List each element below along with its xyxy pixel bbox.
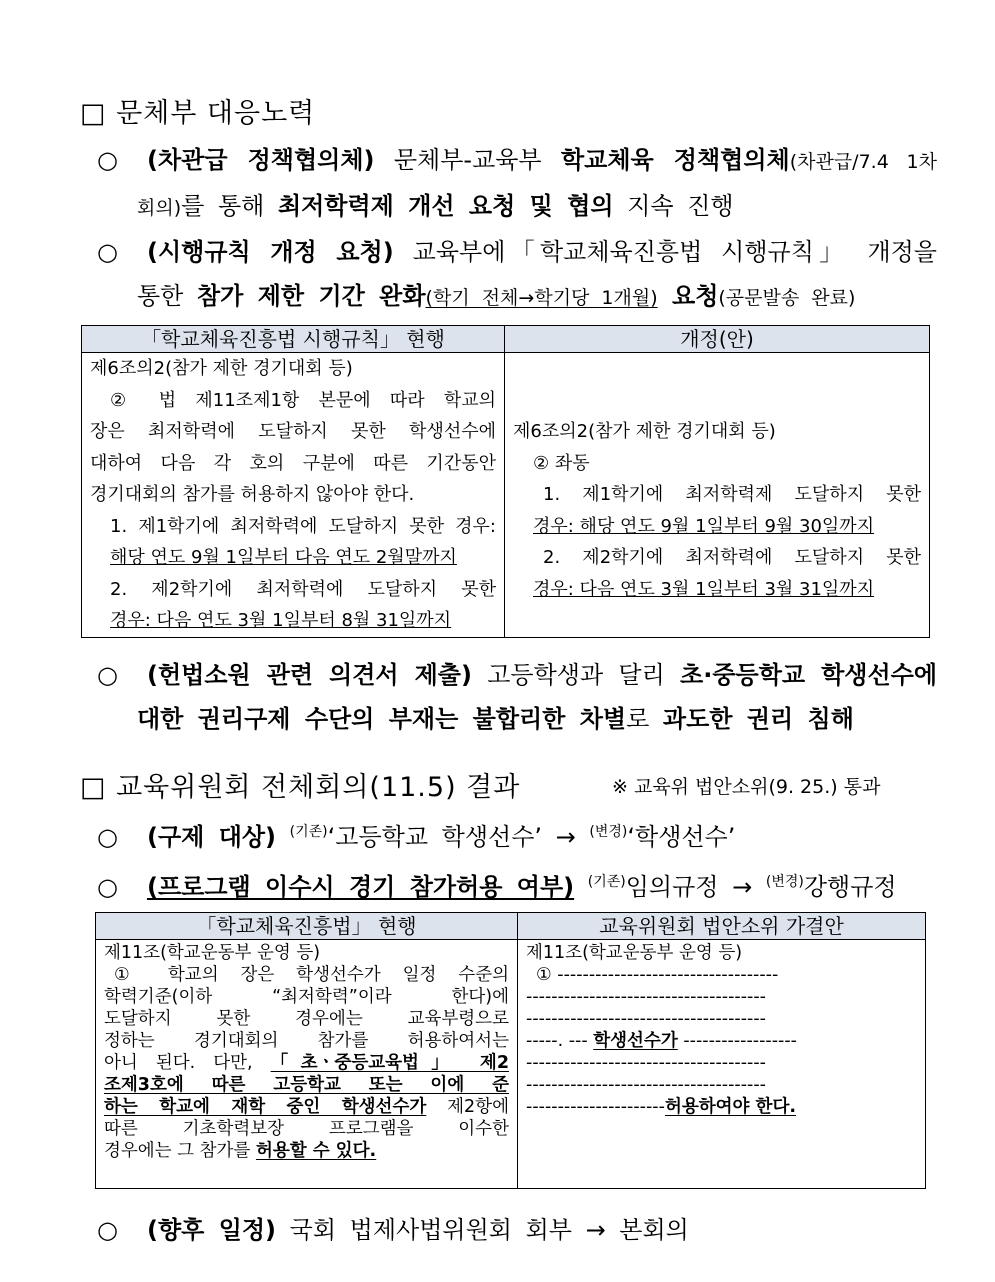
bullet-bold-text: 초·중등학교 학생선수에 [680,661,937,689]
table-line: ② 법 제11조제1항 본문에 따라 학교의 [110,389,496,411]
table-line-bold-underlined: 학생선수가 [593,1031,678,1051]
table-line: ② 좌동 [533,452,590,474]
table-line: ------------------ [677,1031,797,1051]
bullet-small-text: (공문발송 완료) [718,287,856,309]
bullet-bold-text: 최저학력제 개선 요청 및 협의 [277,192,614,220]
bullet-text: 지속 진행 [613,192,734,220]
table-line: 2. 제2학기에 최저학력에 도달하지 못한 [543,547,921,568]
bullet-bold-text: 참가 제한 기간 완화 [197,282,426,310]
bullet-tag: (시행규칙 개정 요청) [147,238,394,266]
table-header-current: 「학교체육진흥법 시행규칙」 현행 [82,326,505,353]
bullet-text: 통한 [137,282,197,310]
table-line: 제6조의2(참가 제한 경기대회 등) [513,421,776,442]
table-line: 정하는 경기대회의 참가를 허용하여서는 [104,1031,509,1051]
bullet-circle-icon: ○ [97,873,118,901]
table-line: 2. 제2학기에 최저학력에 도달하지 못한 [110,578,496,600]
bullet-circle-icon: ○ [97,661,118,689]
bullet-text: 임의규정 → [625,873,766,901]
bullet-circle-icon: ○ [97,823,118,851]
table-line: 1. 제1학기에 최저학력에 도달하지 못한 경우: [110,515,496,537]
table-line-bold-underlined: 하는 학교에 재학 중인 학생선수가 [104,1097,427,1117]
bullet-constitutional-opinion [97,653,937,741]
table-header-committee-bill: 교육위원회 법안소위 가결안 [518,913,926,940]
bullet-text: 국회 법제사법위원회 회부 → 본회의 [276,1216,689,1244]
bullet-circle-icon: ○ [97,146,118,174]
bullet-text: 문체부-교육부 [374,146,561,174]
table-line-bold-underlined: 허용하여야 한다. [664,1097,797,1117]
table-line: -------------------------------------- [526,987,766,1007]
table-line: 1. 제1학기에 최저학력제 도달하지 못한 [543,484,921,505]
bullet-text: 강행규정 [803,873,897,901]
superscript-label: (기존) [587,874,626,890]
table-line: ① ----------------------------------- [536,965,779,985]
bullet-text: 교육부에「학교체육진흥법 시행규칙」 개정을 [393,238,937,266]
bullet-circle-icon: ○ [97,1216,118,1244]
school-sports-act-comparison-table [95,912,926,1189]
bullet-text: 고등학생과 달리 [471,661,681,689]
bullet-text: 를 통해 [181,192,278,220]
table-cell-amendment [505,353,930,638]
table-line: 제11조(학교운동부 운영 등) [526,943,743,963]
table-line: 경우에는 그 참가를 [104,1141,256,1161]
table-line: 아니 된다. 다만, [104,1053,271,1073]
table-line: -------------------------------------- [526,1053,766,1073]
table-cell-committee-bill [518,940,926,1189]
table-cell-current [82,353,505,638]
bullet-bold-text: 학교체육 정책협의체 [560,146,790,174]
table-line-bold-underlined: 허용할 수 있다. [255,1141,377,1161]
superscript-label: (변경) [589,824,628,840]
table-line: 학력기준(이하 “최저학력”이라 한다)에 [104,987,509,1007]
bullet-text: ‘학생선수’ [627,823,736,851]
table-line: ---------------------- [526,1097,665,1117]
bullet-program-participation [97,860,897,909]
table-line: -----. --- [526,1031,594,1051]
section-heading-committee-results: □ 교육위원회 전체회의(11.5) 결과 [80,772,521,803]
table-line-bold-underlined: 「초ㆍ중등교육법」 제2 [270,1053,509,1073]
bullet-text: 로 [626,705,663,733]
table-line: 경기대회의 참가를 허용하지 않아야 한다. [90,484,415,505]
enforcement-rule-comparison-table [81,325,930,638]
table-line: 대하여 다음 각 호의 구분에 따른 기간동안 [90,452,496,474]
table-line: 제2항에 [426,1097,509,1117]
table-header-current: 「학교체육진흥법」 현행 [96,913,518,940]
bullet-bold-text: 요청 [657,282,719,310]
bullet-small-text: (차관급/7.4 1차 [789,151,937,173]
table-line: -------------------------------------- [526,1009,766,1029]
superscript-label: (변경) [765,874,804,890]
bullet-tag: (구제 대상) [147,823,277,851]
table-line-underlined: 경우: 다음 연도 3월 1일부터 3월 31일까지 [533,578,875,600]
table-line-bold-underlined: 조제3호에 따른 고등학교 또는 이에 준 [104,1075,509,1095]
bullet-tag: (프로그램 이수시 경기 참가허용 여부) [147,873,575,901]
table-line: 제6조의2(참가 제한 경기대회 등) [90,358,353,379]
bullet-tag: (향후 일정) [147,1216,277,1244]
bullet-tag: (헌법소원 관련 의견서 제출) [147,661,472,689]
table-line: 제11조(학교운동부 운영 등) [104,943,321,963]
bullet-relief-target [97,810,735,859]
bullet-tag: (차관급 정책협의체) [147,146,375,174]
superscript-label: (기존) [289,824,328,840]
bullet-future-schedule [97,1208,689,1252]
section-heading-ministry-efforts: □ 문체부 대응노력 [80,98,316,129]
bullet-bold-text: 대한 권리구제 수단의 부재는 불합리한 차별 [137,705,627,733]
table-line: 도달하지 못한 경우에는 교육부령으로 [104,1009,509,1029]
bullet-text: ‘고등학교 학생선수’ → [327,823,590,851]
bullet-underlined-text: (학기 전체→학기당 1개월) [425,287,658,309]
table-line: ① 학교의 장은 학생선수가 일정 수준의 [114,965,509,985]
table-line: 장은 최저학력에 도달하지 못한 학생선수에 [90,421,496,442]
table-line: 따른 기초학력보장 프로그램을 이수한 [104,1119,509,1139]
table-header-amendment: 개정(안) [505,326,930,353]
subcommittee-note: ※ 교육위 법안소위(9. 25.) 통과 [612,776,881,798]
table-line: -------------------------------------- [526,1075,766,1095]
table-line-underlined: 해당 연도 9월 1일부터 다음 연도 2월말까지 [110,547,457,568]
bullet-enforcement-rule-request [97,230,937,320]
table-line-underlined: 경우: 해당 연도 9월 1일부터 9월 30일까지 [533,515,875,537]
table-line-underlined: 경우: 다음 연도 3월 1일부터 8월 31일까지 [110,610,452,631]
bullet-policy-council [97,138,937,230]
bullet-small-text: 회의) [137,197,182,219]
table-cell-current [96,940,518,1189]
bullet-circle-icon: ○ [97,238,118,266]
bullet-bold-text: 과도한 권리 침해 [662,705,854,733]
